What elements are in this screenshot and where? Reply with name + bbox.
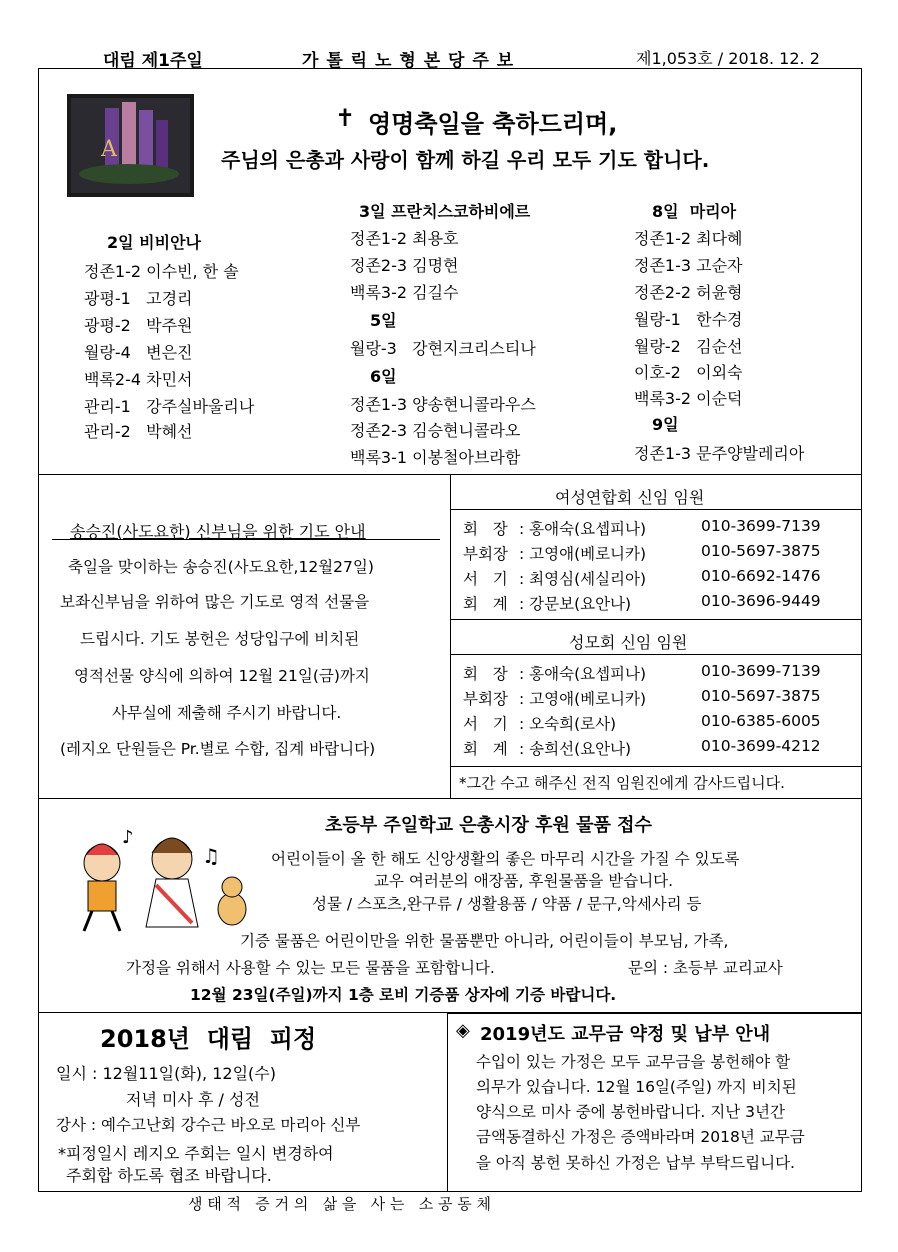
officer-phone: 010-3696-9449 [701, 592, 821, 610]
name-entry: 월랑-1 한수경 [634, 310, 743, 329]
sunday-school-contact: 문의 : 초등부 교리교사 [628, 959, 783, 977]
officer-phone: 010-3699-7139 [701, 517, 821, 535]
name-entry: 정존1-2 최용호 [350, 229, 459, 248]
officer-row [463, 737, 858, 757]
contribution-line: 금액동결하신 가정은 증액바라며 2018년 교무금 [476, 1128, 805, 1146]
sunday-school-deadline: 12월 23일(주일)까지 1층 로비 기증품 상자에 기증 바랍니다. [190, 986, 617, 1004]
contribution-section [447, 1013, 862, 1192]
cross-icon: ✝ [335, 104, 356, 132]
name-entry: 정존1-3 양송현니콜라우스 [350, 395, 536, 414]
prayer-line: 축일을 맞이하는 송승진(사도요한,12월27일) [68, 558, 374, 576]
svg-text:A: A [101, 137, 117, 162]
day5-heading: 5일 [370, 311, 397, 330]
officer-role: 서 기 [463, 715, 508, 733]
prayer-line: 영적선물 양식에 의하여 12월 21일(금)까지 [74, 667, 370, 685]
day3-heading: 3일 프란치스코하비에르 [359, 202, 531, 221]
name-entry: 광평-2 박주원 [84, 316, 193, 335]
name-entry: 백록3-1 이봉철아브라함 [350, 448, 521, 467]
divider [451, 654, 862, 655]
womens-assoc-section [451, 475, 862, 619]
day9-heading: 9일 [652, 415, 679, 434]
officer-name: : 오숙희(로사) [519, 715, 617, 733]
prayer-line: 사무실에 제출해 주시기 바랍니다. [112, 704, 342, 722]
retreat-section [38, 1013, 450, 1192]
sunday-school-line: 가정을 위해서 사용할 수 있는 모든 물품을 포함합니다. [126, 959, 495, 977]
name-entry: 정존1-3 문주양발레리아 [634, 444, 805, 463]
day8-heading: 8일 마리아 [652, 202, 737, 221]
officer-role: 부회장 [463, 690, 508, 708]
officer-role: 회 장 [463, 665, 508, 683]
contribution-line: 수입이 있는 가정은 모두 교무금을 봉헌해야 할 [476, 1053, 791, 1071]
prayer-line: 보좌신부님을 위하여 많은 기도로 영적 선물을 [60, 593, 370, 611]
officer-row [463, 662, 858, 682]
bulletin-title: 가 톨 릭 노 형 본 당 주 보 [302, 51, 515, 71]
name-entry: 관리-2 박혜선 [84, 422, 193, 441]
name-entry: 백록3-2 김길수 [350, 283, 459, 302]
officer-role: 회 계 [463, 595, 508, 613]
officer-role: 부회장 [463, 545, 508, 563]
prayer-line: 드립시다. 기도 봉헌은 성당입구에 비치된 [80, 630, 360, 648]
officer-name: : 고영애(베로니카) [519, 690, 647, 708]
officer-name: : 홍애숙(요셉피나) [519, 665, 647, 683]
officer-phone: 010-6385-6005 [701, 712, 821, 730]
feast-section [38, 68, 862, 475]
svg-text:♫: ♫ [202, 844, 220, 868]
mothers-assoc-title: 성모회 신임 임원 [569, 633, 688, 652]
name-entry: 이호-2 이외숙 [634, 363, 743, 382]
name-entry: 광평-1 고경리 [84, 289, 193, 308]
retreat-date: 일시 : 12월11일(화), 12일(수) [56, 1064, 276, 1083]
retreat-speaker: 강사 : 예수고난회 강수근 바오로 마리아 신부 [56, 1116, 361, 1134]
prayer-title: 송승진(사도요한) 신부님을 위한 기도 안내 [70, 522, 366, 541]
name-entry: 월랑-4 변은진 [84, 343, 193, 362]
sunday-school-line: 교우 여러분의 애장품, 후원물품을 받습니다. [374, 872, 674, 890]
retreat-time: 저녁 미사 후 / 성전 [126, 1090, 260, 1109]
officer-role: 회 장 [463, 520, 508, 538]
officer-phone: 010-5697-3875 [701, 687, 821, 705]
officer-role: 서 기 [463, 570, 508, 588]
feast-title: 영명축일을 축하드리며, [368, 110, 618, 138]
day6-heading: 6일 [370, 367, 397, 386]
contribution-line: 양식으로 미사 중에 봉헌바랍니다. 지난 3년간 [476, 1103, 785, 1121]
prayer-line: (레지오 단원들은 Pr.별로 수합, 집계 바랍니다) [60, 740, 376, 758]
name-entry: 정존2-3 김승현니콜라오 [350, 421, 521, 440]
feast-subtitle: 주님의 은총과 사랑이 함께 하길 우리 모두 기도 합니다. [221, 148, 710, 172]
sunday-school-title: 초등부 주일학교 은총시장 후원 물품 접수 [325, 815, 652, 836]
svg-text:♪: ♪ [122, 827, 134, 848]
womens-assoc-title: 여성연합회 신임 임원 [555, 488, 705, 507]
contribution-line: 을 아직 봉헌 못하신 가정은 납부 부탁드립니다. [476, 1154, 795, 1172]
day2-heading: 2일 비비안나 [107, 233, 201, 252]
sunday-school-items: 성물 / 스포츠,완구류 / 생활용품 / 약품 / 문구,악세사리 등 [312, 895, 702, 913]
officer-phone: 010-6692-1476 [701, 567, 821, 585]
name-entry: 백록2-4 차민서 [84, 370, 193, 389]
issue-number: 제1,053호 / 2018. 12. 2 [636, 49, 820, 68]
retreat-note: *피정일시 레지오 주회는 일시 변경하여 [58, 1144, 334, 1163]
divider [451, 766, 862, 767]
name-entry: 정존1-2 이수빈, 한 솔 [84, 262, 239, 281]
officer-name: : 고영애(베로니카) [519, 545, 647, 563]
officer-row [463, 592, 858, 612]
officer-name: : 홍애숙(요셉피나) [519, 520, 647, 538]
officer-name: : 최영심(세실리아) [519, 570, 647, 588]
name-entry: 관리-1 강주실바울리나 [84, 397, 255, 416]
name-entry: 월랑-2 김순선 [634, 337, 743, 356]
officer-phone: 010-3699-7139 [701, 662, 821, 680]
officer-phone: 010-3699-4212 [701, 737, 821, 755]
sunday-school-line: 기증 물품은 어린이만을 위한 물품뿐만 아니라, 어린이들이 부모님, 가족, [240, 932, 729, 950]
sunday-school-line: 어린이들이 올 한 해도 신앙생활의 좋은 마무리 시간을 가질 수 있도록 [271, 850, 740, 868]
advent-candles-image [67, 94, 194, 197]
sunday-school-section [38, 799, 862, 1012]
name-entry: 정존1-3 고순자 [634, 256, 743, 275]
prayer-section [38, 475, 450, 798]
footer-motto: 생 태 적 증 거 의 삶 을 사 는 소 공 동 체 [188, 1195, 491, 1213]
contribution-title: 2019년도 교무금 약정 및 납부 안내 [480, 1024, 771, 1045]
name-entry: 백록3-2 이순덕 [634, 389, 743, 408]
officer-name: : 송희선(요안나) [519, 740, 632, 758]
name-entry: 월랑-3 강현지크리스티나 [350, 339, 536, 358]
officer-row [463, 567, 858, 587]
officer-phone: 010-5697-3875 [701, 542, 821, 560]
thanks-note: *그간 수고 해주신 전직 임원진에게 감사드립니다. [459, 774, 785, 792]
children-illustration [52, 823, 262, 935]
officer-row [463, 542, 858, 562]
diamond-icon: ◈ [456, 1020, 470, 1041]
officer-row [463, 712, 858, 732]
name-entry: 정존2-3 김명현 [350, 256, 459, 275]
name-entry: 정존2-2 허윤형 [634, 283, 743, 302]
mothers-assoc-section [451, 620, 862, 798]
divider [451, 509, 862, 510]
retreat-title: 2018년 대림 피정 [100, 1025, 317, 1053]
officer-row [463, 687, 858, 707]
contribution-line: 의무가 있습니다. 12월 16일(주일) 까지 비치된 [476, 1078, 797, 1096]
title-underline [52, 539, 440, 540]
name-entry: 정존1-2 최다혜 [634, 229, 743, 248]
retreat-note: 주회합 하도록 협조 바랍니다. [66, 1166, 272, 1185]
officer-row [463, 517, 858, 537]
season-label: 대림 제1주일 [103, 51, 203, 71]
officer-role: 회 계 [463, 740, 508, 758]
officer-name: : 강문보(요안나) [519, 595, 632, 613]
